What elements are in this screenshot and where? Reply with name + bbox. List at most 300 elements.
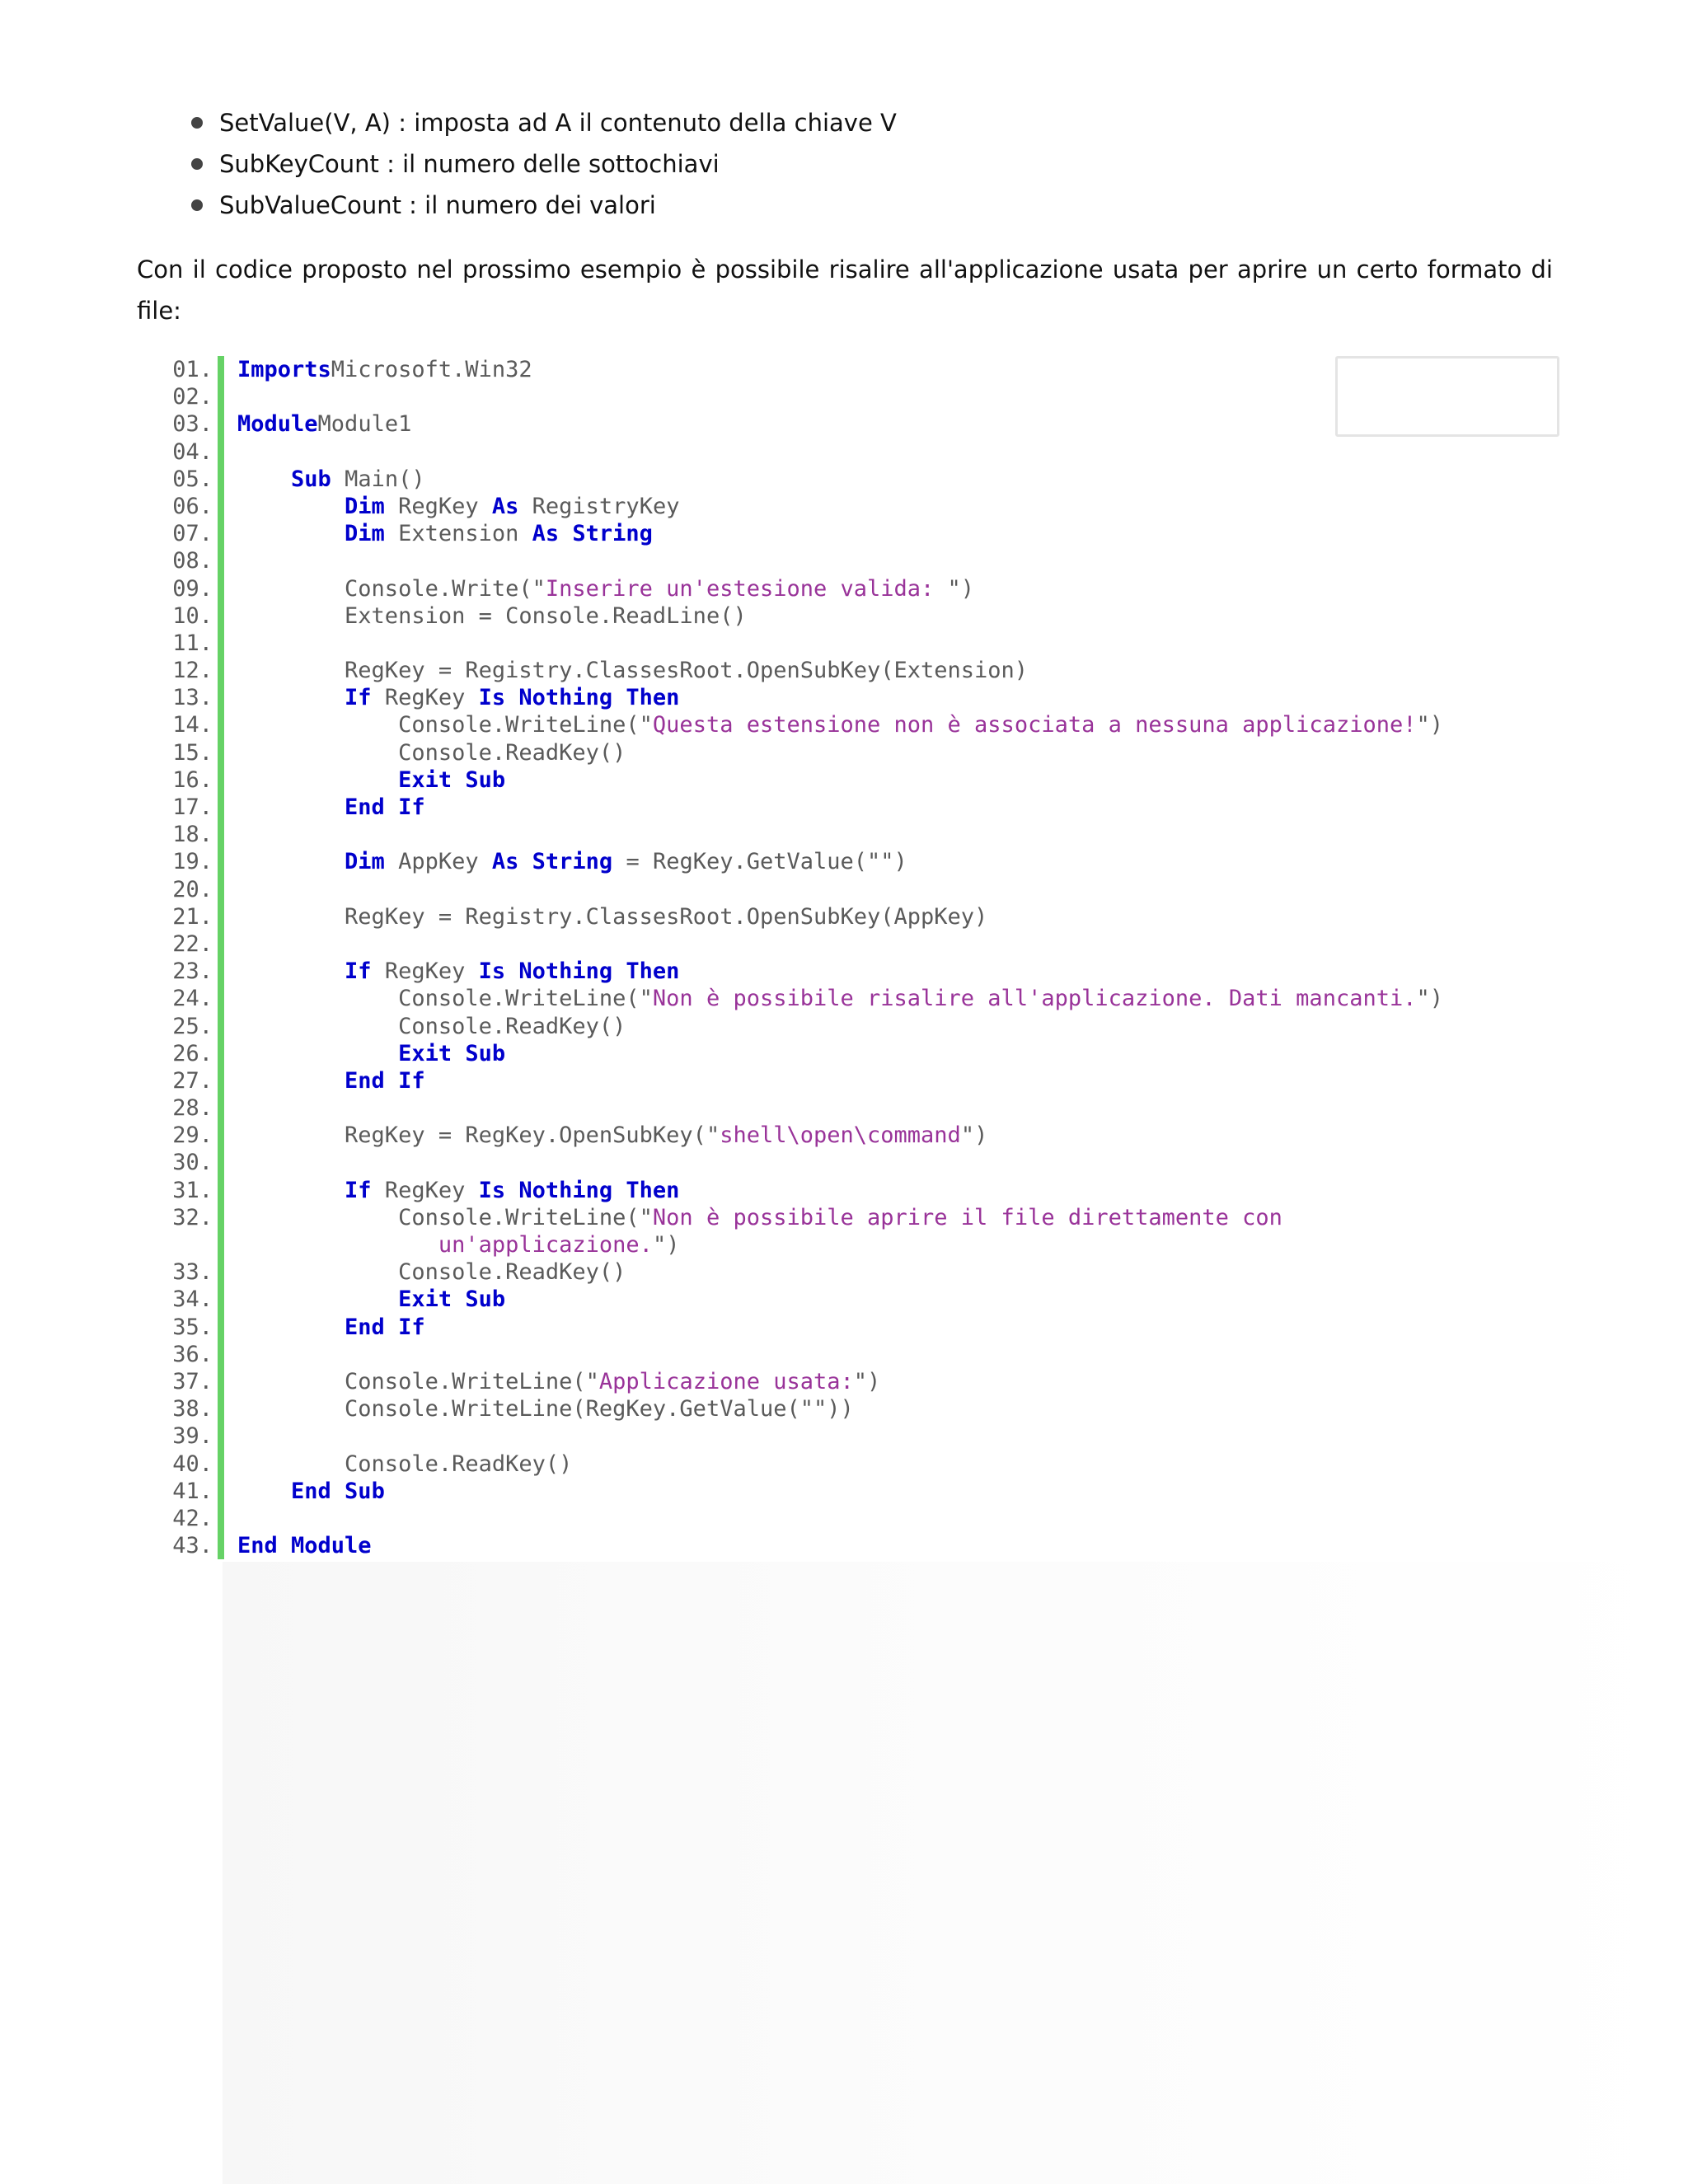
- code-line: [162, 547, 1443, 574]
- code-keyword: If: [345, 958, 372, 985]
- code-keyword: As String: [491, 849, 613, 875]
- code-content: [237, 1204, 1282, 1258]
- code-segment: [237, 1422, 251, 1450]
- code-content: [237, 602, 747, 630]
- code-line: [162, 1286, 1443, 1313]
- code-segment: [237, 493, 679, 520]
- gutter-bar: [218, 466, 224, 493]
- code-keyword: Exit Sub: [398, 766, 506, 793]
- code-content: [237, 684, 679, 711]
- line-number: 29.: [172, 1122, 213, 1149]
- code-content: [237, 985, 1443, 1012]
- code-segment: [237, 1149, 251, 1176]
- gutter-bar: [218, 1204, 224, 1258]
- code-string: Non è possibile aprire il file direttamente con: [652, 1204, 1282, 1230]
- code-segment: [237, 602, 747, 630]
- code-content: [237, 739, 626, 766]
- code-content: [237, 1314, 425, 1341]
- code-content: [237, 1094, 251, 1122]
- code-content: [237, 493, 679, 520]
- gutter-bar: [218, 547, 224, 574]
- code-line: [162, 766, 1443, 794]
- gutter-bar: [218, 684, 224, 711]
- code-text: Console.WriteLine(RegKey.GetValue("")): [237, 1396, 854, 1422]
- line-number: 39.: [172, 1423, 213, 1450]
- code-line: [162, 1341, 1443, 1368]
- code-text: Console.WriteLine(": [237, 1204, 653, 1230]
- code-line: [162, 711, 1443, 738]
- code-text: RegKey: [371, 1177, 479, 1203]
- code-text: [237, 1286, 398, 1312]
- code-content: [237, 794, 425, 821]
- line-number: 05.: [172, 466, 213, 492]
- code-text: RegKey: [371, 958, 479, 985]
- code-keyword: Is Nothing Then: [478, 1177, 680, 1203]
- gutter-bar: [218, 903, 224, 930]
- code-text: Console.ReadKey(): [237, 1259, 626, 1286]
- line-number: 41.: [172, 1478, 213, 1504]
- code-keyword: As String: [532, 521, 653, 547]
- code-text: Console.ReadKey(): [237, 1451, 573, 1477]
- code-content: [237, 1478, 385, 1505]
- code-text: Console.WriteLine(": [237, 1368, 599, 1394]
- gutter-bar: [218, 1314, 224, 1341]
- code-segment: [237, 1177, 679, 1204]
- code-segment: [237, 383, 251, 410]
- code-segment-wrapped: [237, 1231, 1282, 1258]
- code-segment: [237, 1067, 425, 1094]
- code-content: [237, 1040, 505, 1067]
- code-content: [237, 1149, 251, 1176]
- code-text: "): [652, 1232, 680, 1258]
- code-keyword: Module: [237, 411, 318, 438]
- page-shading: [223, 1562, 1688, 2184]
- line-number: 19.: [172, 849, 213, 875]
- code-line: [162, 903, 1443, 930]
- code-content: [237, 1532, 372, 1559]
- code-keyword: End If: [345, 794, 425, 820]
- code-segment: [237, 356, 532, 383]
- code-keyword: End Sub: [291, 1478, 385, 1504]
- gutter-bar: [218, 383, 224, 410]
- code-segment: [237, 547, 251, 574]
- gutter-bar: [218, 876, 224, 903]
- code-segment: [237, 876, 251, 903]
- code-line: [162, 1013, 1443, 1040]
- code-line: [162, 1478, 1443, 1505]
- gutter-bar: [218, 1341, 224, 1368]
- gutter-bar: [218, 766, 224, 794]
- gutter-bar: [218, 1478, 224, 1505]
- code-line: [162, 958, 1443, 985]
- gutter-bar: [218, 958, 224, 985]
- code-keyword: As: [491, 493, 519, 519]
- code-text: Console.ReadKey(): [237, 739, 626, 766]
- gutter-bar: [218, 410, 224, 438]
- code-text: Console.WriteLine(": [237, 712, 653, 738]
- line-number: 30.: [172, 1150, 213, 1176]
- code-segment: [237, 1040, 505, 1067]
- gutter-bar: [218, 493, 224, 520]
- line-number: 04.: [172, 438, 213, 465]
- code-text: RegKey = Registry.ClassesRoot.OpenSubKey(AppKey): [237, 903, 988, 930]
- code-keyword: Exit Sub: [398, 1040, 506, 1066]
- code-text: "): [853, 1368, 881, 1394]
- code-segment: [237, 1314, 425, 1341]
- code-text: Console.WriteLine(": [237, 986, 653, 1012]
- gutter-bar: [218, 438, 224, 466]
- line-number: 34.: [172, 1286, 213, 1313]
- code-text: Console.ReadKey(): [237, 1013, 626, 1039]
- code-line: [162, 821, 1443, 848]
- code-text: [237, 1315, 345, 1340]
- gutter-bar: [218, 711, 224, 738]
- code-text: [237, 685, 345, 710]
- copy-code-box[interactable]: [1335, 356, 1559, 437]
- code-text: "): [947, 575, 975, 602]
- line-number: 21.: [172, 903, 213, 930]
- line-number: 07.: [172, 521, 213, 547]
- code-text: "): [960, 1122, 988, 1149]
- code-content: [237, 876, 251, 903]
- code-text: [237, 767, 398, 793]
- code-line: [162, 1067, 1443, 1094]
- code-string: shell\open\command: [720, 1122, 961, 1149]
- line-number: 18.: [172, 822, 213, 848]
- code-segment: [237, 903, 987, 930]
- gutter-bar: [218, 794, 224, 821]
- code-keyword: Dim: [345, 493, 385, 519]
- bullet-icon: [191, 158, 203, 170]
- code-segment: [237, 630, 251, 657]
- line-number: 27.: [172, 1067, 213, 1094]
- line-number: 11.: [172, 630, 213, 656]
- gutter-bar: [218, 602, 224, 630]
- code-content: [237, 547, 251, 574]
- gutter-bar: [218, 575, 224, 602]
- code-text: RegKey: [371, 685, 479, 711]
- line-number: 20.: [172, 876, 213, 902]
- gutter-bar: [218, 520, 224, 547]
- line-number: 23.: [172, 958, 213, 985]
- list-item: SubValueCount : il numero dei valori: [188, 185, 897, 226]
- intro-paragraph: Con il codice proposto nel prossimo esempio è possibile risalire all'applicazione usata per aprire un certo formato di file:: [137, 255, 1553, 325]
- code-string: Non è possibile risalire all'applicazione. Dati mancanti.: [652, 986, 1417, 1012]
- code-segment: [237, 1258, 626, 1286]
- gutter-bar: [218, 1505, 224, 1532]
- line-number: 13.: [172, 685, 213, 711]
- line-number: 16.: [172, 766, 213, 793]
- code-segment: [237, 1204, 1282, 1231]
- code-segment: [237, 821, 251, 848]
- code-content: [237, 520, 653, 547]
- code-text: [237, 958, 345, 984]
- code-segment: [237, 985, 1443, 1012]
- line-number: 02.: [172, 384, 213, 410]
- code-line: [162, 876, 1443, 903]
- code-segment: [237, 930, 251, 958]
- code-content: [237, 958, 679, 985]
- gutter-bar: [218, 930, 224, 958]
- code-line: [162, 383, 1443, 410]
- gutter-bar: [218, 1013, 224, 1040]
- gutter-bar: [218, 1122, 224, 1149]
- code-segment: [237, 1094, 251, 1122]
- code-segment: [237, 1013, 626, 1040]
- code-content: [237, 930, 251, 958]
- code-content: [237, 1122, 987, 1149]
- gutter-bar: [218, 739, 224, 766]
- code-segment: [237, 466, 425, 493]
- code-line: [162, 684, 1443, 711]
- code-content: [237, 1341, 251, 1368]
- code-segment: [237, 1478, 385, 1505]
- gutter-bar: [218, 848, 224, 875]
- bullet-icon: [191, 117, 203, 129]
- code-text: [237, 521, 345, 546]
- gutter-bar: [218, 1286, 224, 1313]
- code-content: [237, 1505, 251, 1532]
- code-text: RegistryKey: [518, 493, 680, 519]
- code-content: [237, 848, 907, 875]
- code-content: [237, 903, 987, 930]
- code-line: [162, 1314, 1443, 1341]
- code-content: [237, 1258, 626, 1286]
- code-keyword: End If: [345, 1067, 425, 1094]
- line-number: 08.: [172, 548, 213, 574]
- line-number: 28.: [172, 1095, 213, 1122]
- code-text: "): [1416, 986, 1443, 1012]
- code-segment: [237, 657, 1028, 684]
- code-keyword: Dim: [345, 521, 385, 547]
- code-segment: [237, 739, 626, 766]
- code-line: [162, 1094, 1443, 1122]
- line-number: 01.: [172, 357, 213, 382]
- code-keyword: End Module: [237, 1533, 372, 1559]
- line-number: 43.: [172, 1533, 213, 1559]
- code-line: [162, 1451, 1443, 1478]
- code-text: [237, 1068, 345, 1094]
- code-content: [237, 711, 1443, 738]
- code-keyword: Exit Sub: [398, 1286, 506, 1313]
- code-line: [162, 930, 1443, 958]
- code-segment: [237, 1532, 372, 1559]
- line-number: 40.: [172, 1451, 213, 1477]
- line-number: 22.: [172, 930, 213, 957]
- code-line: [162, 602, 1443, 630]
- code-line: [162, 1040, 1443, 1067]
- code-text: [237, 1479, 291, 1504]
- property-list: [188, 102, 897, 226]
- code-content: [237, 1368, 880, 1395]
- code-text: = RegKey.GetValue(""): [612, 849, 907, 875]
- gutter-bar: [218, 1149, 224, 1176]
- code-content: [237, 1286, 505, 1313]
- code-text: [237, 466, 291, 492]
- code-keyword: Sub: [291, 466, 331, 492]
- code-segment: [237, 1451, 572, 1478]
- code-content: [237, 466, 425, 493]
- line-number: 33.: [172, 1259, 213, 1286]
- line-number: 36.: [172, 1341, 213, 1367]
- code-line: [162, 1204, 1443, 1258]
- code-content: [237, 1422, 251, 1450]
- code-segment: [237, 575, 974, 602]
- line-number: 26.: [172, 1040, 213, 1066]
- code-line: [162, 1149, 1443, 1176]
- code-string: Questa estensione non è associata a nessuna applicazione!: [652, 712, 1417, 738]
- code-line: [162, 794, 1443, 821]
- code-text: RegKey = RegKey.OpenSubKey(": [237, 1122, 720, 1149]
- gutter-bar: [218, 1368, 224, 1395]
- code-content: [237, 438, 251, 466]
- code-segment: [237, 958, 679, 985]
- code-text: AppKey: [384, 849, 492, 875]
- line-number: 12.: [172, 658, 213, 684]
- code-segment: [237, 438, 251, 466]
- code-text: "): [1416, 712, 1443, 738]
- code-string: Applicazione usata:: [598, 1368, 854, 1394]
- code-line: [162, 1505, 1443, 1532]
- line-number: 35.: [172, 1314, 213, 1340]
- code-keyword: End If: [345, 1314, 425, 1340]
- line-number: 09.: [172, 575, 213, 602]
- code-keyword: If: [345, 1177, 372, 1203]
- code-line: [162, 493, 1443, 520]
- code-line: [162, 1122, 1443, 1149]
- code-line: [162, 410, 1443, 438]
- code-line: [162, 438, 1443, 466]
- line-number: 15.: [172, 739, 213, 766]
- line-number: 14.: [172, 712, 213, 738]
- code-keyword: Is Nothing Then: [478, 958, 680, 985]
- code-line: [162, 1395, 1443, 1422]
- code-segment: [237, 711, 1443, 738]
- gutter-bar: [218, 1395, 224, 1422]
- line-number: 32.: [172, 1204, 213, 1230]
- gutter-bar: [218, 657, 224, 684]
- gutter-bar: [218, 1094, 224, 1122]
- code-content: [237, 1177, 679, 1204]
- line-number: 31.: [172, 1177, 213, 1203]
- line-number: 03.: [172, 411, 213, 438]
- gutter-bar: [218, 1532, 224, 1559]
- code-text: Extension: [384, 521, 532, 547]
- gutter-bar: [218, 1451, 224, 1478]
- code-segment: [237, 1395, 854, 1422]
- code-keyword: If: [345, 685, 372, 711]
- code-line: [162, 657, 1443, 684]
- code-segment: [237, 1286, 505, 1313]
- code-line: [162, 1258, 1443, 1286]
- code-segment: [237, 848, 907, 875]
- code-line: [162, 1177, 1443, 1204]
- code-text: Extension = Console.ReadLine(): [237, 602, 747, 629]
- gutter-bar: [218, 985, 224, 1012]
- gutter-bar: [218, 630, 224, 657]
- code-keyword: Imports: [237, 357, 331, 382]
- code-segment: [237, 766, 505, 794]
- code-line: [162, 1368, 1443, 1395]
- code-line: [162, 739, 1443, 766]
- code-segment: [237, 1341, 251, 1368]
- line-number: 25.: [172, 1013, 213, 1039]
- code-line: [162, 985, 1443, 1012]
- code-text: [237, 794, 345, 820]
- code-content: [237, 1451, 572, 1478]
- code-content: [237, 766, 505, 794]
- line-number: 38.: [172, 1396, 213, 1422]
- code-text: Main(): [331, 466, 425, 492]
- code-segment: [237, 520, 653, 547]
- bullet-icon: [191, 199, 203, 211]
- code-text: Console.Write(": [237, 575, 546, 602]
- code-text: [237, 1178, 345, 1203]
- code-text: Module1: [317, 411, 412, 438]
- line-number: 10.: [172, 602, 213, 629]
- code-text: [237, 849, 345, 874]
- gutter-bar: [218, 1067, 224, 1094]
- line-number: 17.: [172, 794, 213, 820]
- code-listing: [162, 356, 1443, 1559]
- code-line: [162, 848, 1443, 875]
- code-text: [237, 1041, 398, 1066]
- code-content: [237, 821, 251, 848]
- code-text: [237, 494, 345, 519]
- code-text: RegKey = Registry.ClassesRoot.OpenSubKey(Extension): [237, 658, 1029, 684]
- code-segment: [237, 794, 425, 821]
- code-line: [162, 630, 1443, 657]
- code-line: [162, 356, 1443, 383]
- line-number: 42.: [172, 1505, 213, 1531]
- code-content: [237, 575, 974, 602]
- gutter-bar: [218, 1422, 224, 1450]
- code-content: [237, 1013, 626, 1040]
- code-segment: [237, 1368, 880, 1395]
- code-keyword: Dim: [345, 849, 385, 875]
- code-line: [162, 1422, 1443, 1450]
- code-text: [237, 1232, 438, 1258]
- code-segment: [237, 410, 411, 438]
- code-text: Microsoft.Win32: [331, 357, 532, 382]
- code-content: [237, 1395, 854, 1422]
- line-number: 06.: [172, 493, 213, 519]
- code-content: [237, 356, 532, 383]
- code-line: [162, 520, 1443, 547]
- gutter-bar: [218, 356, 224, 383]
- gutter-bar: [218, 1040, 224, 1067]
- code-string: Inserire un'estesione valida:: [545, 575, 948, 602]
- gutter-bar: [218, 1177, 224, 1204]
- code-line: [162, 575, 1443, 602]
- code-string: un'applicazione.: [438, 1232, 653, 1258]
- code-content: [237, 410, 411, 438]
- code-line: [162, 466, 1443, 493]
- gutter-bar: [218, 821, 224, 848]
- code-text: RegKey: [384, 493, 492, 519]
- code-segment: [237, 1505, 251, 1532]
- code-segment: [237, 684, 679, 711]
- line-number: 37.: [172, 1368, 213, 1394]
- code-segment: [237, 1122, 987, 1149]
- code-line: [162, 1532, 1443, 1559]
- code-content: [237, 1067, 425, 1094]
- code-content: [237, 630, 251, 657]
- code-keyword: Is Nothing Then: [478, 685, 680, 711]
- code-content: [237, 383, 251, 410]
- list-item: SetValue(V, A) : imposta ad A il contenuto della chiave V: [188, 102, 897, 143]
- gutter-bar: [218, 1258, 224, 1286]
